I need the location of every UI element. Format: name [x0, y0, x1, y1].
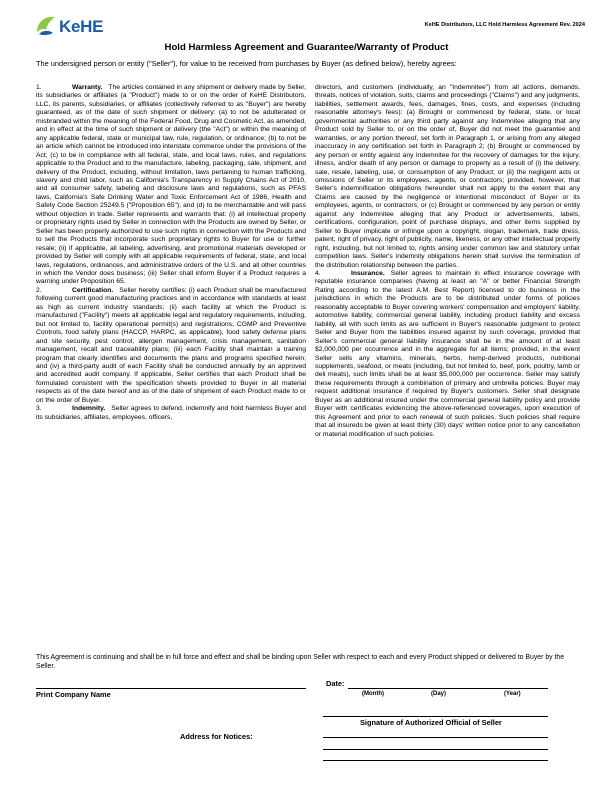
intro-paragraph: The undersigned person or entity ("Seller"), for value to be received from purchases by Buyer (as defined below), hereby agrees:	[36, 59, 457, 68]
section-warranty	[36, 84, 306, 287]
section-text: The articles contained in any shipment or delivery made by Seller, its subsidiaries or affiliates (a "Product") made to or on the order of KeHE Distributors, LLC, its parents, subsidiaries, or affiliates (collectively referred to as "Buyer") are hereby guaranteed, as of the date of such shipment or delivery: (a) to not be adulterated or misbranded within the meaning of the Federal Food, Drug and Cosmetic Act, as amended, and in effect at the time of such shipment or delivery (the "Act") or within the meaning of any applicable federal, state or municipal law, rule, regulation, or ordinance; (b) to not be an article which cannot be introduced into interstate commerce under the provisions of the Act; (c) to be in compliance with all federal, state, and local laws, rules, and regulations applicable to the Product and to the manufacture, labeling, packaging, sale, shipment, and delivery of the Product, including, without limitation, laws pertaining to human trafficking, slavery and child labor, such as California's Transparency in Supply Chains Act of 2010, and all consumer safety, labeling and disclosure laws and regulations, such as PFAS laws, California's Safe Drinking Water and Toxic Enforcement Act of 1986, Health and Safety Code Section 25249.5 ("Proposition 65"); and (d) to be merchantable and will pass without objection in trade. Seller represents and warrants that: (i) all intellectual property or proprietary rights used by Seller in connection with the Products are owned by Seller, or Seller has been properly authorized to use such rights in connection with the Products and to sell the Products that incorporate such proprietary rights to Buyer for use or further resale; (ii) if applicable, all labeling, advertising, and promotional materials developed or provided by Seller will comply with all applicable requirements of federal, state, and local laws, regulations, ordinances, and administrative orders of the U.S. and all other countries in which the Vendor does business; (iii) Seller shall inform Buyer if a Product requires a warning under Proposition 65.	[36, 84, 306, 286]
section-number: 2.	[36, 286, 42, 294]
date-label: Date:	[326, 679, 345, 688]
company-name-line[interactable]	[36, 688, 306, 689]
section-heading: Indemnity.	[72, 405, 106, 413]
section-insurance	[315, 270, 580, 439]
document-reference: KeHE Distributors, LLC Hold Harmless Agreement Rev. 2024	[424, 22, 585, 28]
address-line-1[interactable]	[323, 737, 548, 738]
section-indemnity	[36, 405, 306, 422]
section-text: Seller hereby certifies: (i) each Product shall be manufactured following current good manufacturing practices and in accordance with standards at least as high as current industry standards; (ii) each facility at which the Product is manufactured ("Facility") meets all applicable legal and regulatory requirements, including, but not limited to, facility operational permit(s) and registrations, CGMP and Preventive Controls, food safety plans (HACCP, HARPC, as applicable), food safety defense plans and site security, pest control, allergen management, crisis management, sanitation management, recall and traceability plans; (iii) each Facility shall maintain a training program that clearly identifies and documents the plans and programs specified herein; and (iv) a third-party audit of each Facility shall be conducted annually by an approved and accredited audit company. If applicable, Seller certifies that each Product shall be formulated consistent with the specification sheets provided to Buyer in all material respects as of the date hereof and as of the date of shipment of each Product made to or on the order of Buyer.	[36, 286, 306, 404]
section-text: Seller agrees to defend, indemnify and hold harmless Buyer and its subsidiaries, affiliates, employees, officers,	[36, 405, 306, 421]
right-column	[315, 84, 580, 439]
section-heading: Insurance.	[351, 269, 385, 277]
continuing-statement: This Agreement is continuing and shall be in full force and effect and shall be binding upon Seller with respect to each and every Product shipped or delivered to Buyer by the Seller.	[36, 654, 565, 670]
section-certification	[36, 287, 306, 405]
section-indemnity-continued	[315, 84, 580, 270]
logo-wordmark: KeHE	[59, 17, 104, 36]
address-line-2[interactable]	[323, 749, 548, 750]
section-number: 3.	[36, 405, 42, 413]
section-text: Seller agrees to maintain in effect insurance coverage with reputable insurance companies (having at least an "A" or better Financial Strength Rating according to the latest A.M. Best Report) licensed to do business in the jurisdictions in which the Products are to be distributed under forms of policies reasonably acceptable to Buyer covering workers' compensation and employers' liability, automotive liability, commercial general liability, including product liability and excess liability, all with such limits as are sufficient in Buyer's reasonable judgment to protect Seller and Buyer from the liabilities insured against by such coverage, provided that Seller's commercial general liability insurance shall be in the amount of at least $2,000,000 per occurrence and in the aggregate for all items; provided, in the event Seller sells any vitamins, minerals, herbs, hemp-derived products, nutritional supplements, seafood, or meats (including, but not limited to, beef, pork, poultry, lamb or deli meats), such limits shall be at least $5,000,000 per occurrence. Seller may satisfy these requirements through a combination of primary and umbrella policies. Buyer may request additional insurance if required by Buyer's customers. Seller shall designate Buyer as an additional insured under the commercial general liability policy and provide Buyer with certificates evidencing the above-referenced coverages, upon execution of this Agreement and prior to each renewal of such policies. Such policies shall require that all insureds be given at least thirty (30) days' written notice prior to any cancellation or material modification of such policies.	[315, 269, 580, 438]
signature-line[interactable]	[323, 716, 548, 717]
document-title: Hold Harmless Agreement and Guarantee/Warranty of Product	[164, 42, 449, 53]
section-number: 4.	[315, 269, 321, 277]
section-text-continued: directors, and customers (individually, an "Indemnitee") from all actions, demands, threats, notices of violation, suits, claims and proceedings ("Claims") and any judgments, liabilities, settlement awards, fees, damages, fines, costs, and expenses (including reasonable attorney's fees): (a) Brought or commenced by federal, state, or local governmental authorities or any third party against any Indemnitee alleging that any Product sold by Seller to, or on the order of, Buyer did not meet the guarantee and warranties, or any portion thereof, set forth in Paragraph 1, or arising from any alleged inaccuracy in any certification set forth in Paragraph 2; (b) Brought or commenced by any person or entity against any Indemnitee for the recovery of damages for the injury, illness, and/or death of any person or damage to property as a result of (i) the delivery, sale, resale, labeling, use, or consumption of any Product; or (ii) the negligent acts or omissions of Seller or its employees, agents, or contractors; provided, however, that Seller's indemnification obligations hereunder shall not apply to the extent that any Claims are caused by the negligence or intentional misconduct of Buyer or its employees, agents, or contractors; or (c) Brought or commenced by any person or entity against any Indemnitee alleging that any Product or advertisements, labels, certifications, configuration, point of purchase displays, and other items supplied by Seller to Buyer implicate or infringe upon a copyright, slogan, trademark, trade dress, patent, right of privacy, right of publicity, name, likeness, or any other intellectual property right, including, but not limited to, rights arising under common law and statutory unfair competition laws. Seller's indemnity obligations herein shall survive the termination of the distribution relationship between the parties.	[315, 84, 581, 269]
day-label: (Day)	[431, 691, 447, 697]
signature-label: Signature of Authorized Official of Seller	[360, 718, 502, 727]
print-company-label: Print Company Name	[36, 690, 111, 699]
address-line-3[interactable]	[323, 760, 548, 761]
left-column	[36, 84, 306, 422]
section-heading: Warranty.	[72, 84, 103, 91]
kehe-leaf-icon	[35, 14, 59, 38]
address-label: Address for Notices:	[180, 732, 253, 741]
date-line[interactable]	[348, 688, 548, 689]
kehe-logo	[35, 14, 127, 40]
year-label: (Year)	[504, 691, 521, 697]
section-number: 1.	[36, 84, 42, 91]
section-heading: Certification.	[72, 286, 114, 294]
month-label: (Month)	[362, 691, 384, 697]
